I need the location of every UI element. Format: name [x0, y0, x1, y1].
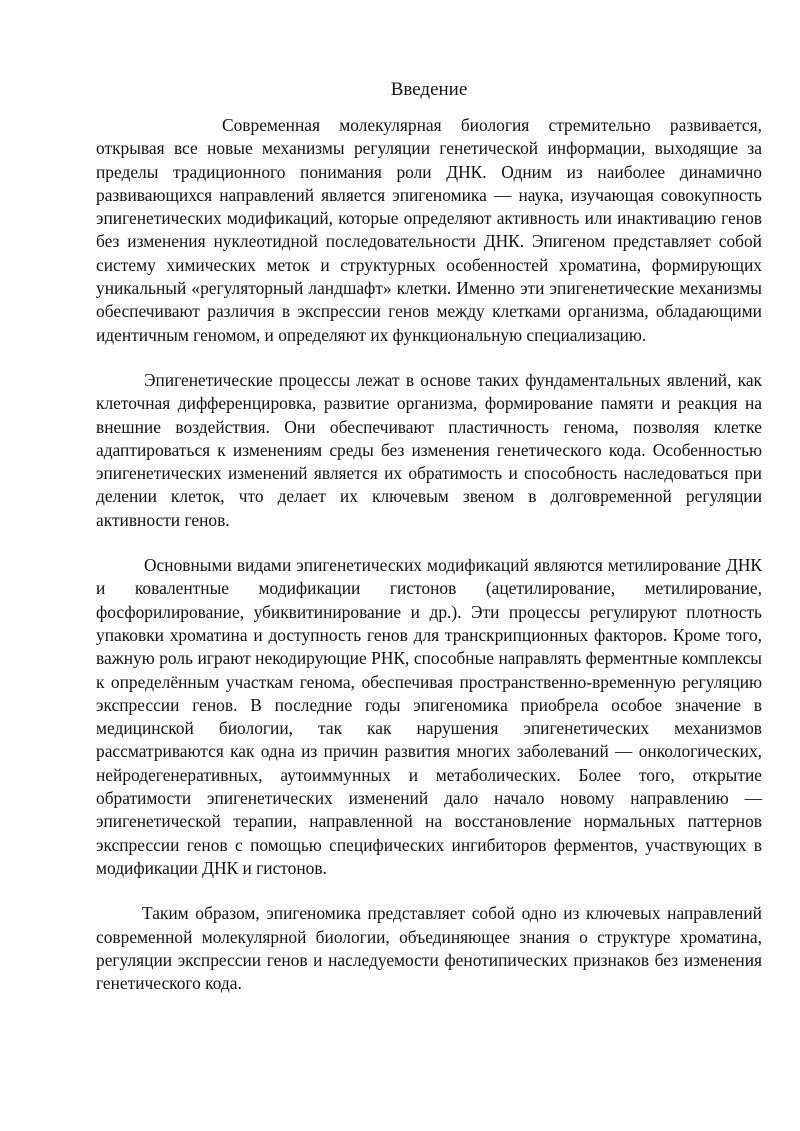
paragraph-conclusion: Таким образом, эпигеномика представляет собой одно из ключевых направлений современной молекулярной биологии, объединяющее знания о структуре хроматина, регуляции экспрессии генов и наследуемости фенотипических признаков без изменения генетического кода. — [96, 903, 762, 994]
page-title: Введение — [390, 79, 468, 100]
paragraph-epigenetic-processes: Эпигенетические процессы лежат в основе таких фундаментальных явлений, как клеточная дифференцировка, развитие организма, формирование памяти и реакция на внешние воздействия. Они обеспечивают пластичность генома, позволяя клетке адаптироваться к изменениям среды без изменения генетического кода. Особенностью эпигенетических изменений является их обратимость и способность наследоваться при делении клеток, что делает их ключевым звеном в долговременной регуляции активности генов. — [96, 369, 762, 530]
paragraph-modification-types: Основными видами эпигенетических модификаций являются метилирование ДНК и ковалентные модификации гистонов (ацетилирование, метилирование, фосфорилирование, убиквитинирование и др.). Эти процессы регулируют плотность упаковки хроматина и доступность генов для транскрипционных факторов. Кроме того, важную роль играют некодирующие РНК, способные направлять ферментные комплексы к определённым участкам генома, обеспечивая пространственно-временную регуляцию экспрессии генов. В последние годы эпигеномика приобрела особое значение в медицинской биологии, так как нарушения эпигенетических механизмов рассматриваются как одна из причин развития многих заболеваний — онкологических, нейродегенеративных, аутоиммунных и метаболических. Более того, открытие обратимости эпигенетических изменений дало начало новому направлению — эпигенетической терапии, направленной на восстановление нормальных паттернов экспрессии генов с помощью специфических ингибиторов ферментов, участвующих в модификации ДНК и гистонов. — [96, 555, 762, 878]
paragraph-intro: Современная молекулярная биология стремительно развивается, открывая все новые механизмы регуляции генетической информации, выходящие за пределы традиционного понимания роли ДНК. Одним из наиболее динамично развивающихся направлений является эпигеномика — наука, изучающая совокупность эпигенетических модификаций, которые определяют активность или инактивацию генов без изменения нуклеотидной последовательности ДНК. Эпигеном представляет собой систему химических меток и структурных особенностей хроматина, формирующих уникальный «регуляторный ландшафт» клетки. Именно эти эпигенетические механизмы обеспечивают различия в экспрессии генов между клетками организма, обладающими идентичным геномом, и определяют их функциональную специализацию. — [96, 115, 762, 345]
document-page — [96, 72, 762, 995]
